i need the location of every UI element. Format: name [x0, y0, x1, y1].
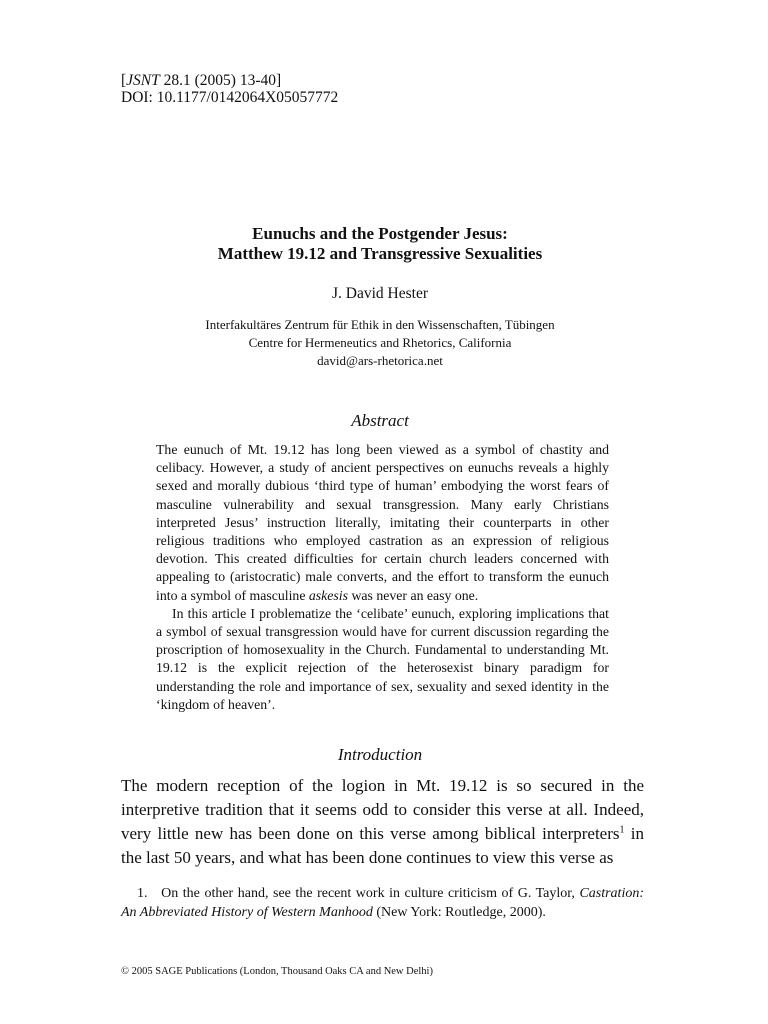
footnote-1: [121, 885, 644, 922]
footnote-text: 1. On the other hand, see the recent work in culture criticism of G. Taylor, Castration: An Abbreviated History of Western Manhood (New York: Routledge, 2000).: [121, 886, 645, 920]
askesis-term: askesis: [308, 587, 348, 603]
abstract-heading: Abstract: [351, 411, 409, 430]
abstract-paragraph-1: The eunuch of Mt. 19.12 has long been viewed as a symbol of chastity and celibacy. However, a study of ancient perspectives on eunuchs reveals a highly sexed and morally dubious ‘third type of human’ embodying the worst fears of masculine vulnerability and sexual transgression. Many early Christians interpreted Jesus’ instruction literally, imitating their counterparts in other religious traditions who employed castration as an expression of religious devotion. This created difficulties for certain church leaders concerned with appealing to (aristocratic) male converts, and the effort to transform the eunuch into a symbol of masculine askesis was never an easy one.: [156, 442, 609, 603]
footnote-number: 1.: [137, 886, 148, 901]
title-line-2: Matthew 19.12 and Transgressive Sexualities: [217, 244, 543, 263]
introduction-paragraph: The modern reception of the logion in Mt. 19.12 is so secured in the interpretive tradition that it seems odd to consider this verse at all. Indeed, very little new has been done on this verse among biblical interpreters$^1$ in the last 50 years, and what has been done continues to view this verse as: [121, 776, 644, 867]
abstract-body: [156, 441, 609, 714]
abstract-paragraph-2: In this article I problematize the ‘celibate’ eunuch, exploring implications that a symbol of sexual transgression would have for current discussion regarding the proscription of homosexuality in the Church. Fundamental to understanding Mt. 19.12 is the explicit rejection of the heterosexist binary paradigm for understanding the role and importance of sex, sexuality and sexed identity in the ‘kingdom of heaven’.: [156, 605, 609, 712]
title-line-1: Eunuchs and the Postgender Jesus:: [252, 224, 508, 243]
author-email: david@ars-rhetorica.net: [317, 353, 443, 368]
author-name: J. David Hester: [332, 285, 428, 302]
copyright-notice: © 2005 SAGE Publications (London, Thousand Oaks CA and New Delhi): [121, 966, 433, 977]
footnote-book-title: Castration: An Abbreviated History of Western Manhood: [121, 886, 645, 920]
journal-reference: [JSNT 28.1 (2005) 13-40]: [121, 72, 282, 89]
affiliation-line-1: Interfakultäres Zentrum für Ethik in den Wissenschaften, Tübingen: [205, 317, 555, 332]
doi: DOI: 10.1177/0142064X05057772: [121, 89, 339, 106]
affiliation-line-2: Centre for Hermeneutics and Rhetorics, California: [248, 335, 512, 350]
citation-block: [121, 72, 338, 106]
volume-pages: 28.1 (2005) 13-40]: [159, 72, 282, 89]
introduction-body: [121, 774, 644, 870]
introduction-heading: Introduction: [337, 745, 423, 764]
article-title: [0, 224, 760, 264]
footnote-reference[interactable]: 1: [619, 824, 625, 836]
journal-abbreviation: JSNT: [126, 72, 160, 89]
affiliation-block: [0, 316, 760, 370]
